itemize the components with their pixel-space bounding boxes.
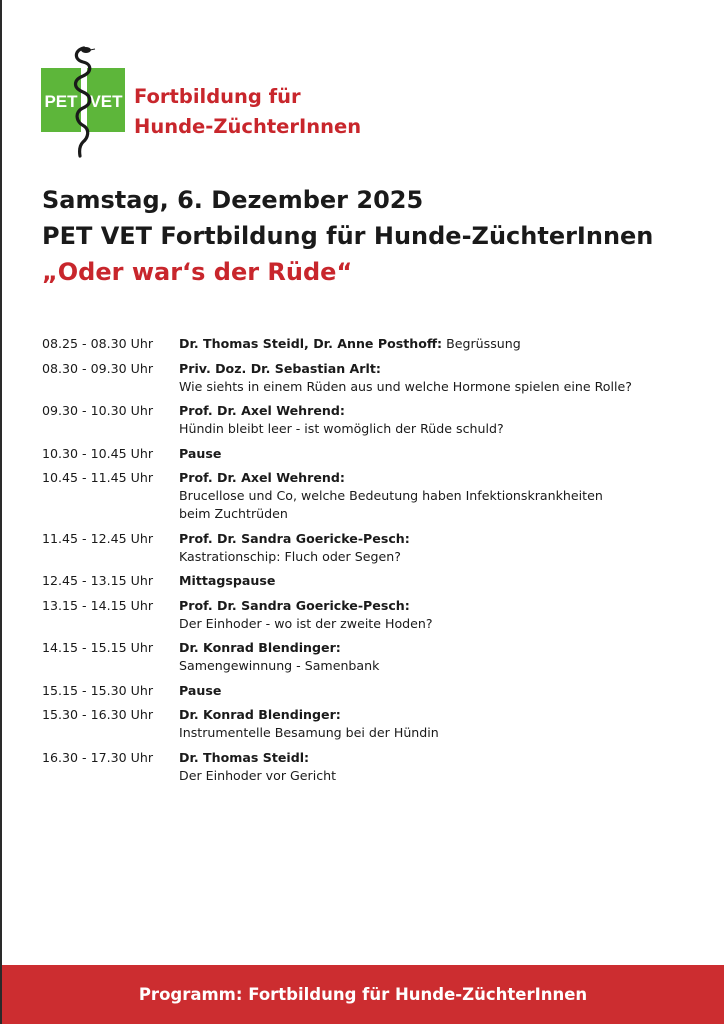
schedule-time: 15.30 - 16.30 Uhr: [42, 707, 154, 722]
brand-tagline: [134, 82, 361, 142]
schedule-row: [42, 469, 682, 523]
schedule-time: 13.15 - 14.15 Uhr: [42, 597, 154, 613]
schedule-speaker: Prof. Dr. Sandra Goericke-Pesch:: [179, 530, 410, 546]
schedule-row: [42, 706, 682, 742]
logo-text-pet: PET: [44, 92, 78, 111]
schedule-time: 08.25 - 08.30 Uhr: [42, 336, 154, 351]
schedule-time: 14.15 - 15.15 Uhr: [42, 640, 154, 655]
schedule-topic: Instrumentelle Besamung bei der Hündin: [179, 725, 439, 740]
schedule-time: 15.15 - 15.30 Uhr: [42, 682, 154, 698]
schedule-speaker: Prof. Dr. Axel Wehrend:: [179, 470, 345, 485]
schedule-speaker: Dr. Konrad Blendinger:: [179, 707, 341, 722]
schedule-content: [179, 335, 682, 353]
schedule-content: [179, 639, 682, 675]
schedule-time: 10.30 - 10.45 Uhr: [42, 445, 154, 461]
schedule-row: [42, 572, 682, 590]
schedule-speaker: Prof. Dr. Sandra Goericke-Pesch:: [179, 597, 410, 613]
schedule-time: 12.45 - 13.15 Uhr: [42, 573, 154, 588]
schedule-topic: Brucellose und Co, welche Bedeutung haben Infektionskrankheiten: [179, 488, 603, 503]
schedule-break: Pause: [179, 682, 222, 698]
schedule-topic: Samengewinnung - Samenbank: [179, 658, 380, 673]
schedule-topic: Wie siehts in einem Rüden aus und welche Hormone spielen eine Rolle?: [179, 378, 632, 394]
schedule-break: Pause: [179, 445, 222, 461]
schedule-row: [42, 360, 682, 396]
schedule-content: [179, 572, 682, 590]
schedule-topic: beim Zuchtrüden: [179, 506, 288, 521]
page-header: [42, 182, 653, 290]
schedule-row: [42, 639, 682, 675]
schedule-topic: Der Einhoder vor Gericht: [179, 767, 337, 783]
schedule-topic: Der Einhoder - wo ist der zweite Hoden?: [179, 615, 433, 631]
schedule-row: [42, 402, 682, 438]
schedule-content: [179, 402, 682, 438]
schedule-content: [179, 749, 682, 785]
schedule-content: [179, 530, 682, 566]
schedule-row: [42, 530, 682, 566]
schedule-time: 08.30 - 09.30 Uhr: [42, 360, 154, 376]
schedule-speaker: Priv. Doz. Dr. Sebastian Arlt:: [179, 360, 381, 376]
schedule-time: 09.30 - 10.30 Uhr: [42, 403, 154, 418]
brand-line-1: Fortbildung für: [134, 85, 301, 108]
schedule-content: [179, 469, 682, 523]
left-edge-line: [0, 0, 2, 1024]
schedule-content: [179, 682, 682, 700]
event-date: Samstag, 6. Dezember 2025: [42, 186, 424, 214]
schedule-content: [179, 360, 682, 396]
schedule-speaker: Prof. Dr. Axel Wehrend:: [179, 403, 345, 418]
schedule-time: 11.45 - 12.45 Uhr: [42, 530, 154, 546]
schedule-time: 10.45 - 11.45 Uhr: [42, 470, 154, 485]
schedule-row: [42, 682, 682, 700]
schedule-row: [42, 335, 682, 353]
schedule-speaker: Dr. Thomas Steidl, Dr. Anne Posthoff:: [179, 336, 443, 351]
footer-text: Programm: Fortbildung für Hunde-ZüchterInnen: [138, 985, 588, 1004]
schedule-time: 16.30 - 17.30 Uhr: [42, 749, 154, 765]
program-schedule: [42, 335, 682, 791]
schedule-content: [179, 597, 682, 633]
schedule-content: [179, 706, 682, 742]
schedule-speaker: Dr. Konrad Blendinger:: [179, 640, 341, 655]
event-subtitle: „Oder war‘s der Rüde“: [42, 258, 353, 286]
event-title: PET VET Fortbildung für Hunde-ZüchterInnen: [42, 222, 654, 250]
pet-vet-logo: [40, 46, 126, 158]
schedule-inline-topic: Begrüssung: [446, 336, 521, 351]
schedule-topic: Kastrationschip: Fluch oder Segen?: [179, 548, 401, 564]
schedule-content: [179, 445, 682, 463]
footer-banner: [2, 965, 724, 1024]
schedule-speaker: Dr. Thomas Steidl:: [179, 749, 310, 765]
brand-line-2: Hunde-ZüchterInnen: [134, 115, 362, 138]
logo-text-vet: VET: [89, 92, 123, 111]
schedule-row: [42, 445, 682, 463]
schedule-row: [42, 749, 682, 785]
schedule-topic: Hündin bleibt leer - ist womöglich der Rüde schuld?: [179, 421, 504, 436]
schedule-row: [42, 597, 682, 633]
schedule-break: Mittagspause: [179, 573, 276, 588]
